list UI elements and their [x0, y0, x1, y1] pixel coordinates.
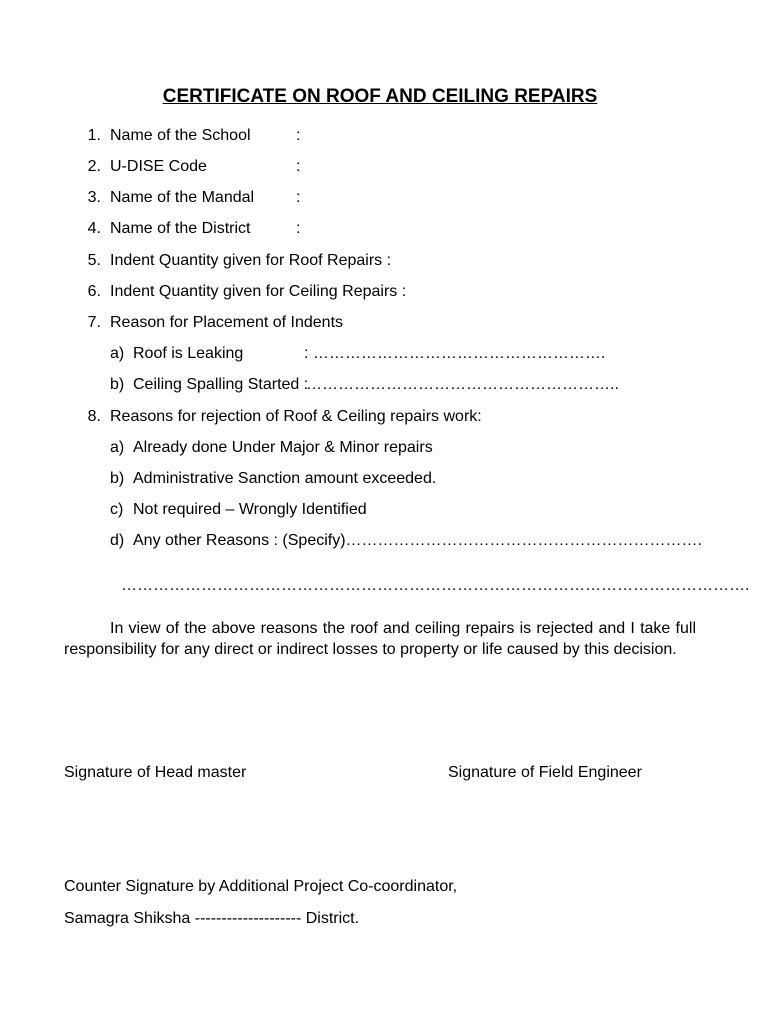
page-title: CERTIFICATE ON ROOF AND CEILING REPAIRS	[162, 86, 598, 107]
sub-item-letter: d)	[110, 532, 125, 549]
field-colon: :	[296, 158, 301, 175]
dotted-fill: : ……………………………………………….	[304, 345, 606, 362]
rejection-item-text: Not required – Wrongly Identified	[133, 501, 367, 518]
field-engineer-signature: Signature of Field Engineer	[448, 764, 642, 781]
rejection-item-text: Any other Reasons : (Specify)………………………………………………………….	[133, 532, 702, 549]
counter-signature-line: Counter Signature by Additional Project Co-coordinator,	[64, 878, 458, 895]
sub-item-letter: c)	[110, 501, 124, 518]
field-label-ceiling-indent: Indent Quantity given for Ceiling Repairs :	[110, 283, 407, 300]
head-master-signature: Signature of Head master	[64, 764, 247, 781]
field-label-mandal: Name of the Mandal	[110, 189, 255, 206]
rejection-item-text: Already done Under Major & Minor repairs	[133, 439, 433, 456]
field-colon: :	[296, 127, 301, 144]
field-label-indent-reason: Reason for Placement of Indents	[110, 314, 344, 331]
item-number: 4.	[87, 220, 101, 237]
sub-item-label: Ceiling Spalling Started :	[133, 376, 309, 393]
item-number: 1.	[87, 127, 101, 144]
field-colon: :	[296, 220, 301, 237]
field-label-udise: U-DISE Code	[110, 158, 207, 175]
item-number: 6.	[87, 283, 101, 300]
dotted-fill: …………………………………………………..	[306, 376, 619, 393]
item-number: 7.	[87, 314, 101, 331]
declaration-text: In view of the above reasons the roof and ceiling repairs is rejected and I take full responsibility for any direct or indirect losses to property or life caused by this decision.	[64, 620, 696, 658]
item-number: 3.	[87, 189, 101, 206]
field-label-roof-indent: Indent Quantity given for Roof Repairs :	[110, 252, 392, 269]
sub-item-letter: a)	[110, 439, 125, 456]
sub-item-letter: b)	[110, 470, 125, 487]
item-number: 2.	[87, 158, 101, 175]
sub-item-letter: a)	[110, 345, 125, 362]
samagra-shiksha-line: Samagra Shiksha -------------------- District.	[64, 910, 360, 927]
sub-item-label: Roof is Leaking	[133, 345, 244, 362]
field-label-district: Name of the District	[110, 220, 251, 237]
rejection-item-text: Administrative Sanction amount exceeded.	[133, 470, 437, 487]
declaration-paragraph	[64, 618, 696, 660]
sub-item-letter: b)	[110, 376, 125, 393]
item-number: 8.	[87, 408, 101, 425]
dotted-line: ……………………………………………………………………………………………………….	[121, 577, 750, 594]
field-label-rejection: Reasons for rejection of Roof & Ceiling repairs work:	[110, 408, 482, 425]
field-label-school: Name of the School	[110, 127, 251, 144]
field-colon: :	[296, 189, 301, 206]
item-number: 5.	[87, 252, 101, 269]
